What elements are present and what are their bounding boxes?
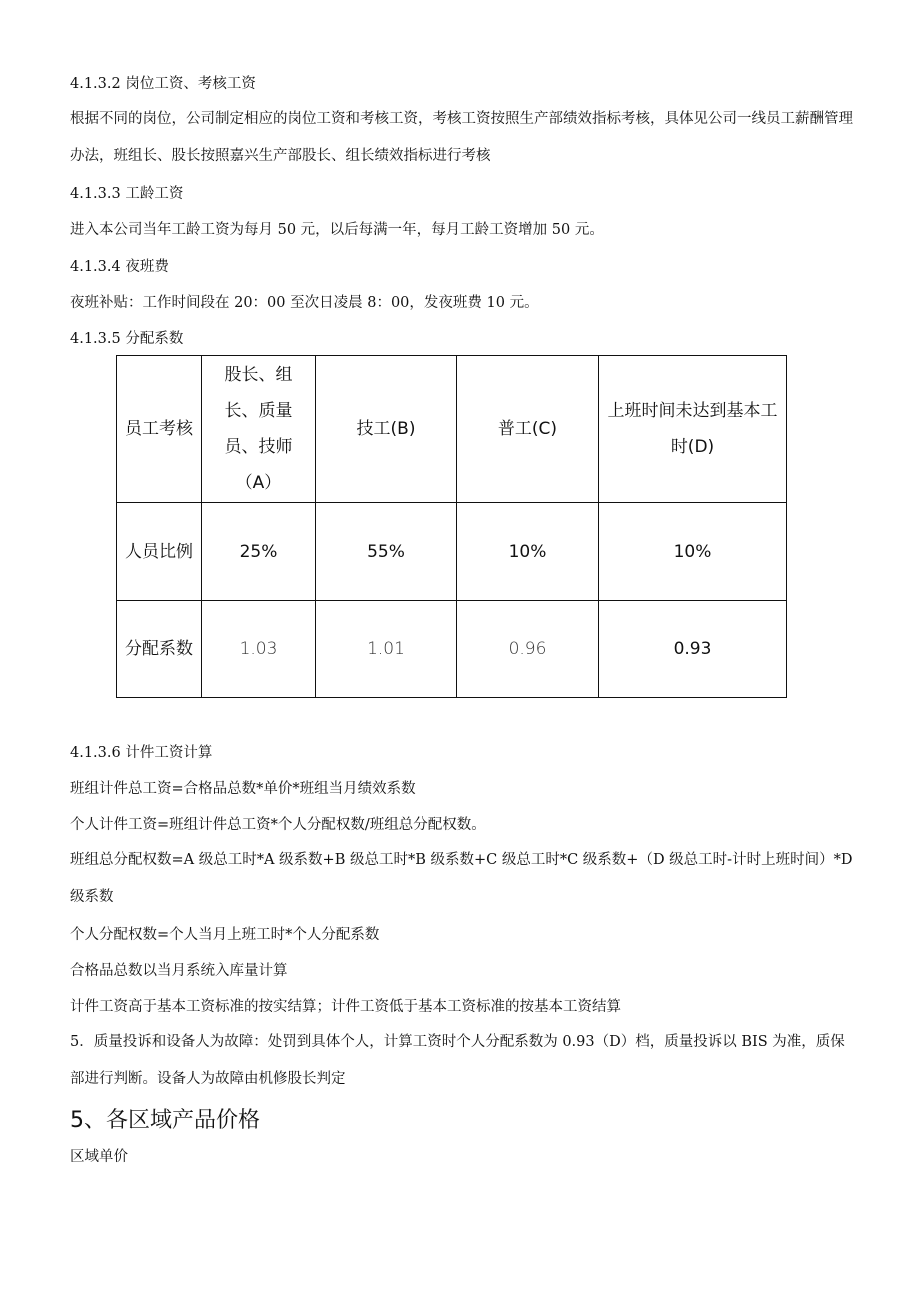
table-cell: 1.01 xyxy=(316,601,457,698)
section5-subheading: 区域单价 xyxy=(70,1149,128,1165)
table-cell: 0.96 xyxy=(457,601,599,698)
heading-4135: 4.1.3.5 分配系数 xyxy=(70,331,184,347)
table-header-row xyxy=(117,356,787,503)
header-cell: 股长、组长、质量员、技师（A） xyxy=(202,356,316,503)
table-cell: 10% xyxy=(599,503,787,601)
header-cell: 普工(C) xyxy=(457,356,599,503)
table-row xyxy=(117,503,787,601)
heading-4134: 4.1.3.4 夜班费 xyxy=(70,259,169,275)
table-cell: 55% xyxy=(316,503,457,601)
table-row xyxy=(117,601,787,698)
section5-heading: 5、各区域产品价格 xyxy=(70,1108,260,1133)
table-cell: 10% xyxy=(457,503,599,601)
row-label: 人员比例 xyxy=(117,503,202,601)
row-label: 分配系数 xyxy=(117,601,202,698)
header-cell: 技工(B) xyxy=(316,356,457,503)
heading-4133: 4.1.3.3 工龄工资 xyxy=(70,186,184,202)
formula-line: 个人计件工资=班组计件总工资*个人分配权数/班组总分配权数。 xyxy=(70,817,486,833)
formula-line: 班组计件总工资=合格品总数*单价*班组当月绩效系数 xyxy=(70,781,416,797)
paragraph-4134: 夜班补贴：工作时间段在 20：00 至次日凌晨 8：00，发夜班费 10 元。 xyxy=(70,295,539,311)
table-cell: 1.03 xyxy=(202,601,316,698)
coefficient-table xyxy=(116,355,787,698)
heading-4132: 4.1.3.2 岗位工资、考核工资 xyxy=(70,76,256,92)
formula-line: 合格品总数以当月系统入库量计算 xyxy=(70,963,288,979)
formula-line: 个人分配权数=个人当月上班工时*个人分配系数 xyxy=(70,927,380,943)
header-cell: 上班时间未达到基本工时(D) xyxy=(599,356,787,503)
paragraph-quality: 5．质量投诉和设备人为故障：处罚到具体个人，计算工资时个人分配系数为 0.93（D）档，质量投诉以 BIS 为准，质保部进行判断。设备人为故障由机修股长判定 xyxy=(70,1034,845,1087)
header-cell: 员工考核 xyxy=(117,356,202,503)
formula-line: 班组总分配权数=A 级总工时*A 级系数+B 级总工时*B 级系数+C 级总工时*C 级系数+（D 级总工时-计时上班时间）*D 级系数 xyxy=(70,852,853,905)
table-cell: 25% xyxy=(202,503,316,601)
table-cell: 0.93 xyxy=(599,601,787,698)
paragraph-4133: 进入本公司当年工龄工资为每月 50 元，以后每满一年，每月工龄工资增加 50 元。 xyxy=(70,222,604,238)
paragraph-4132: 根据不同的岗位，公司制定相应的岗位工资和考核工资，考核工资按照生产部绩效指标考核，具体见公司一线员工薪酬管理办法，班组长、股长按照嘉兴生产部股长、组长绩效指标进行考核 xyxy=(70,111,853,164)
heading-4136: 4.1.3.6 计件工资计算 xyxy=(70,745,213,761)
formula-line: 计件工资高于基本工资标准的按实结算；计件工资低于基本工资标准的按基本工资结算 xyxy=(70,999,621,1015)
